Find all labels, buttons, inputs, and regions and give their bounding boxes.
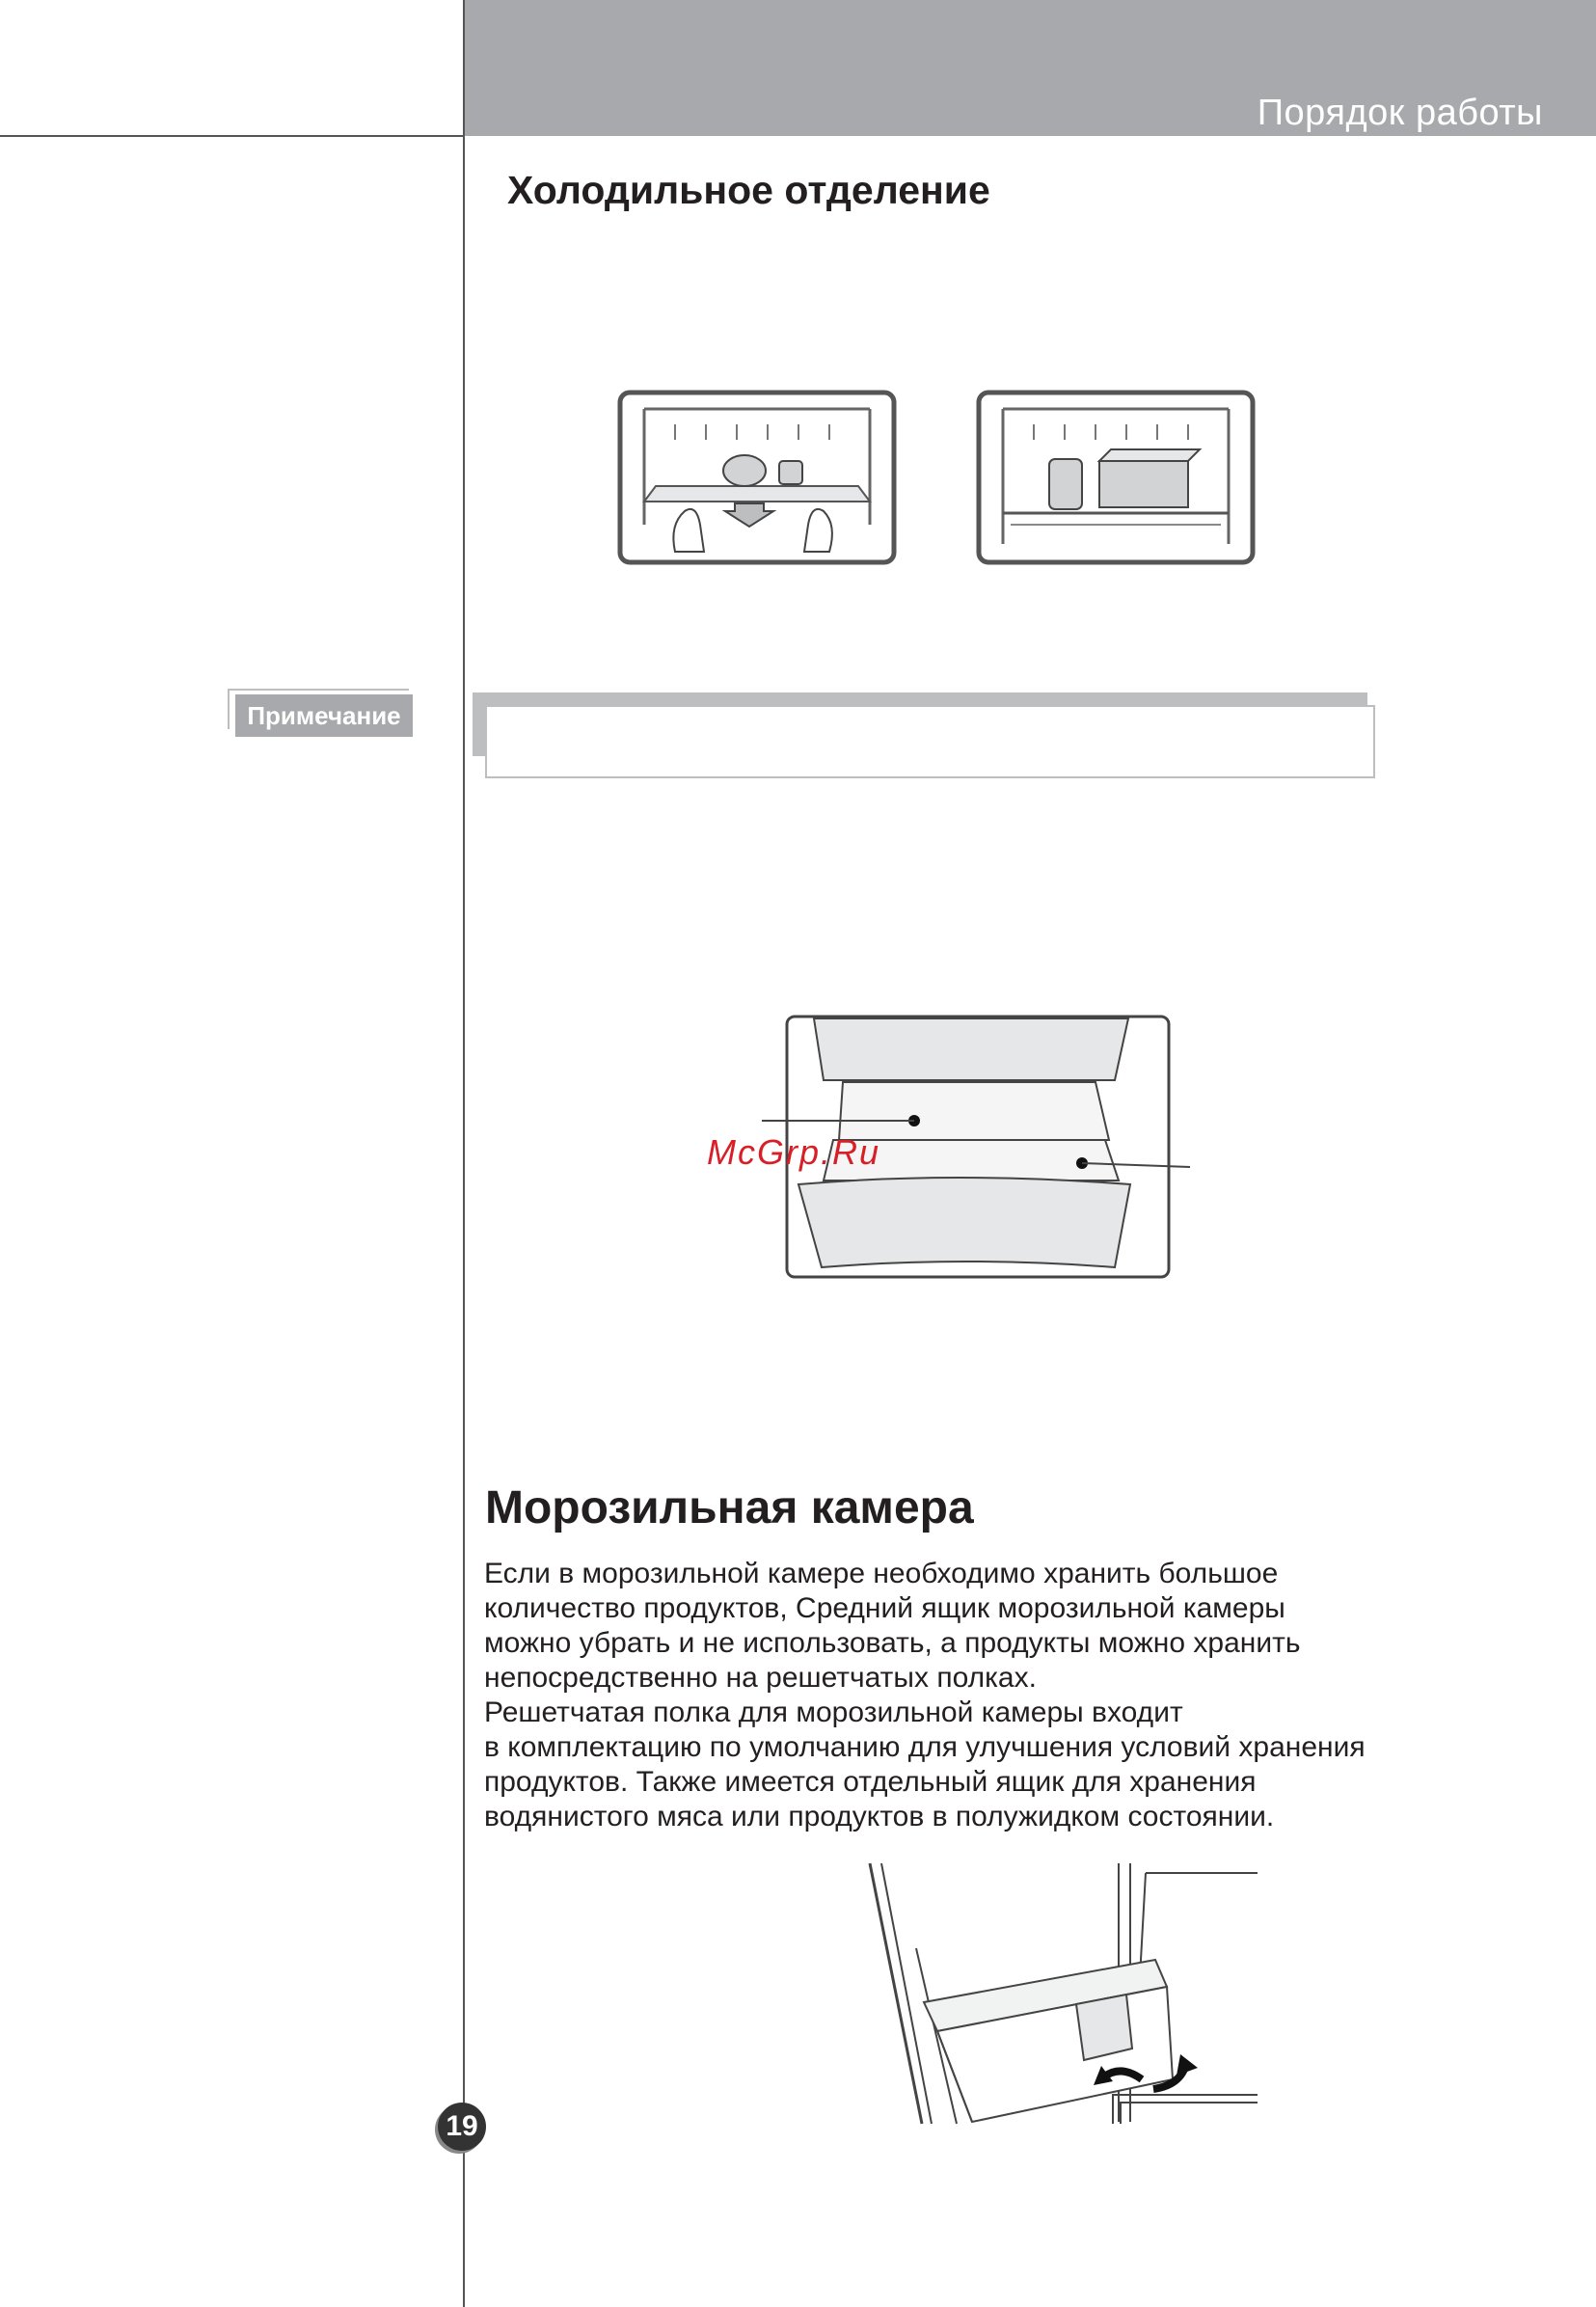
paragraph-line: в комплектацию по умолчанию для улучшения условий хранения <box>484 1731 1366 1763</box>
header-title: Порядок работы <box>1257 93 1543 133</box>
shelf-storage-illustration <box>976 390 1256 565</box>
section-title-fridge: Холодильное отделение <box>507 168 990 212</box>
page-number: 19 <box>438 2103 486 2151</box>
paragraph-line: количество продуктов, Средний ящик морозильной камеры <box>484 1592 1285 1624</box>
shelf-removal-illustration <box>617 390 897 565</box>
note-box <box>485 705 1375 778</box>
paragraph-line: водянистого мяса или продуктов в полужидком состоянии. <box>484 1801 1275 1832</box>
note-label: Примечание <box>235 694 413 737</box>
horizontal-divider <box>0 135 465 137</box>
section-title-freezer: Морозильная камера <box>485 1482 974 1533</box>
paragraph-line: Если в морозильной камере необходимо хранить большое <box>484 1558 1279 1589</box>
paragraph-line: можно убрать и не использовать, а продукты можно хранить <box>484 1627 1301 1659</box>
paragraph-line: Решетчатая полка для морозильной камеры входит <box>484 1696 1183 1728</box>
vertical-divider <box>463 0 465 2307</box>
paragraph-line: непосредственно на решетчатых полках. <box>484 1662 1037 1694</box>
freezer-drawer-illustration <box>866 1861 1261 2128</box>
watermark: McGrp.Ru <box>707 1132 881 1172</box>
freezer-description <box>484 1557 1487 1834</box>
paragraph-line: продуктов. Также имеется отдельный ящик для хранения <box>484 1766 1257 1798</box>
